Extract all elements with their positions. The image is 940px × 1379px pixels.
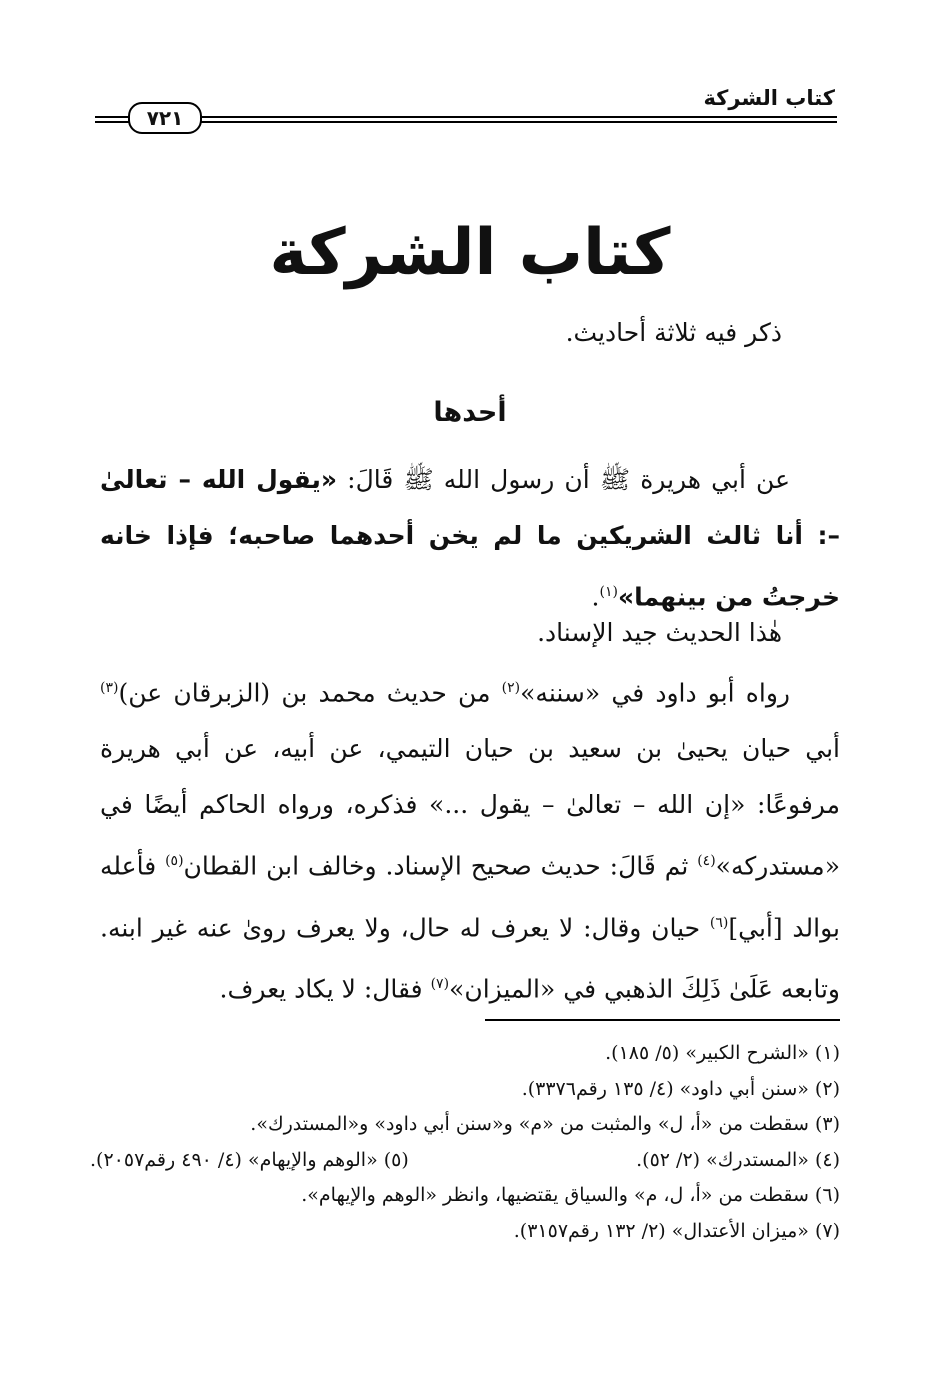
chapter-title: كتاب الشركة: [269, 216, 671, 290]
hadith-end: .: [591, 582, 600, 612]
footnote-ref-5[interactable]: (٥): [165, 853, 184, 870]
discussion-paragraph: [100, 660, 840, 1017]
hadith-paragraph: [100, 452, 840, 625]
footnote-3: (٣) سقطت من «أ، ل» والمثبت من «م» و«سنن أبي داود» و«المستدرك».: [250, 1113, 840, 1135]
hadith-quote: «يقول الله – تعالىٰ –: أنا ثالث الشريكين ما لم يخن أحدهما صاحبه؛ فإذا خانه خرجتُ من بينهما»: [100, 465, 840, 612]
footnote-ref-1[interactable]: (١): [599, 584, 618, 600]
grading-text: هٰذا الحديث جيد الإسناد.: [537, 618, 782, 647]
page-number: ٧٢١: [128, 102, 202, 134]
footnote-7: (٧) «ميزان الأعتدال» (٢/ ١٣٢ رقم٣١٥٧).: [513, 1219, 840, 1242]
discussion-part-5: فأعله بوالد [أبي]: [100, 851, 840, 942]
section-heading: أحدها: [433, 397, 507, 428]
header-rule: [95, 116, 837, 123]
footnote-ref-4[interactable]: (٤): [697, 853, 716, 870]
footnote-6: (٦) سقطت من «أ، ل، م» والسياق يقتضيها، وانظر «الوهم والإيهام».: [301, 1184, 840, 1206]
discussion-part-6: حيان وقال: لا يعرف له حال، ولا يعرف روىٰ عنه غير ابنه. وتابعه عَلَىٰ ذَلِكَ الذهبي في «الميزان»: [100, 912, 840, 1004]
footnote-ref-3[interactable]: (٣): [100, 680, 119, 696]
discussion-part-4: ثم قَالَ: حديث صحيح الإسناد. وخالف ابن القطان: [183, 851, 698, 881]
footnote-4: (٤) «المستدرك» (٢/ ٥٢).: [636, 1148, 840, 1171]
footnote-5: (٥) «الوهم والإيهام» (٤/ ٤٩٠ رقم٢٠٥٧).: [90, 1148, 409, 1171]
footnote-2: (٢) «سنن أبي داود» (٤/ ١٣٥ رقم٣٣٧٦).: [521, 1077, 840, 1100]
discussion-part-3: أبي حيان يحيىٰ بن سعيد بن حيان التيمي، عن أبيه، عن أبي هريرة مرفوعًا: «إن الله – تعالىٰ – يقول ...» فذكره، ورواه الحاكم أيضًا في «مستدركه»: [100, 734, 840, 881]
discussion-part-7: فقال: لا يكاد يعرف.: [219, 974, 431, 1004]
footnote-1: (١) «الشرح الكبير» (٥/ ١٨٥).: [605, 1042, 840, 1064]
hadith-narrator: عن أبي هريرة ﷺ أن رسول الله ﷺ قَالَ:: [347, 465, 790, 494]
footnote-ref-2[interactable]: (٢): [501, 680, 521, 696]
discussion-part-1: رواه أبو داود في «سننه»: [520, 678, 790, 708]
intro-text: ذكر فيه ثلاثة أحاديث.: [565, 318, 782, 347]
footnote-row-4-5: [90, 1143, 840, 1179]
discussion-part-2: من حديث محمد بن (الزبرقان عن): [118, 678, 502, 708]
running-header-title: كتاب الشركة: [703, 86, 835, 110]
footnotes: [90, 1036, 840, 1249]
footnote-separator: [485, 1019, 840, 1021]
footnote-ref-7[interactable]: (٧): [430, 975, 450, 992]
footnote-ref-6[interactable]: (٦): [709, 914, 729, 931]
